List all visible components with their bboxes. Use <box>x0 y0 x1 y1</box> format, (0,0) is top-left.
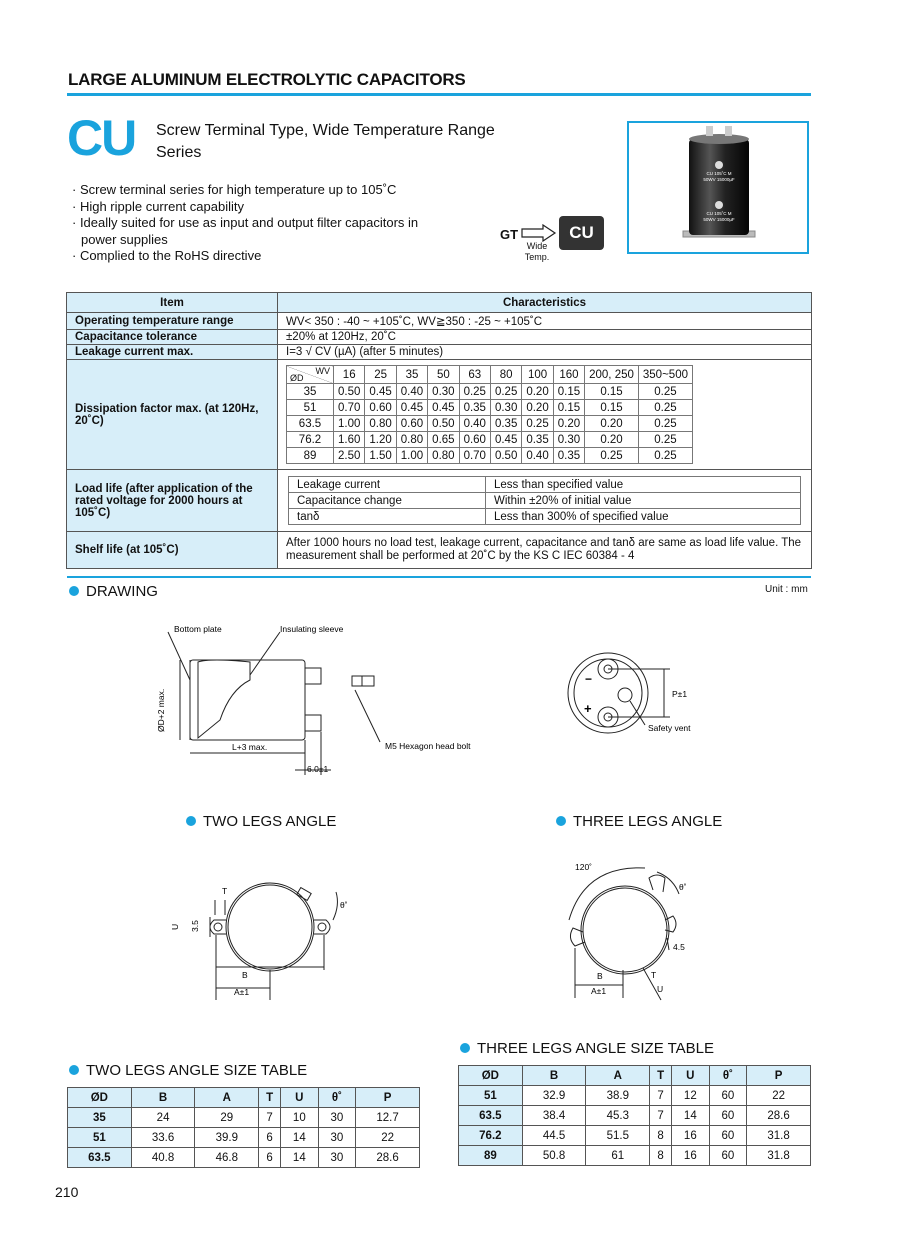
df-wv-header: 63 <box>459 366 490 384</box>
two-legs-title: TWO LEGS ANGLE <box>203 813 337 830</box>
size-table-cell: 31.8 <box>747 1146 811 1166</box>
size-table-cell: 22 <box>356 1128 420 1148</box>
df-wv-header: 50 <box>428 366 459 384</box>
size-table-cell: 14 <box>672 1106 710 1126</box>
load-life-value: Less than specified value <box>486 477 801 493</box>
three-legs-label-u: U <box>657 984 664 994</box>
size-table-header: B <box>522 1066 586 1086</box>
df-value: 0.35 <box>490 416 521 432</box>
two-legs-heading <box>186 813 336 831</box>
size-table-cell: 32.9 <box>522 1086 586 1106</box>
df-row <box>287 432 693 448</box>
drawing-title: DRAWING <box>86 583 158 600</box>
label-bottom-plate: Bottom plate <box>174 624 222 634</box>
size-table-cell: 8 <box>650 1126 672 1146</box>
df-row <box>287 416 693 432</box>
size-table-header: P <box>356 1088 420 1108</box>
df-wv-header: 350~500 <box>638 366 692 384</box>
size-table-header-row <box>68 1088 420 1108</box>
df-wv-header: 35 <box>396 366 427 384</box>
df-value: 0.80 <box>396 432 427 448</box>
spec-header-item: Item <box>67 293 278 313</box>
size-table-cell: 39.9 <box>195 1128 259 1148</box>
df-value: 0.35 <box>522 432 553 448</box>
three-table-heading <box>460 1040 714 1058</box>
size-table-cell: 14 <box>281 1148 319 1168</box>
size-table-cell: 14 <box>281 1128 319 1148</box>
load-life-key: Leakage current <box>289 477 486 493</box>
series-subtitle: Screw Terminal Type, Wide Temperature Range Series <box>156 122 495 161</box>
df-diameter: 35 <box>287 384 334 400</box>
size-table-row <box>68 1148 420 1168</box>
df-value: 0.25 <box>638 384 692 400</box>
size-table-cell: 10 <box>281 1108 319 1128</box>
size-table-cell: 50.8 <box>522 1146 586 1166</box>
df-value: 0.15 <box>553 400 584 416</box>
size-table-diameter: 51 <box>459 1086 523 1106</box>
df-value: 0.40 <box>396 384 427 400</box>
size-table-diameter: 76.2 <box>459 1126 523 1146</box>
df-corner <box>287 366 334 384</box>
size-table-header: A <box>195 1088 259 1108</box>
size-table-header: U <box>672 1066 710 1086</box>
page-number: 210 <box>55 1184 79 1200</box>
df-value: 0.60 <box>365 400 396 416</box>
df-value: 0.25 <box>638 448 692 464</box>
size-table-row <box>459 1146 811 1166</box>
three-legs-label-a: A±1 <box>591 986 607 996</box>
two-legs-label-t: T <box>222 886 228 896</box>
df-value: 0.45 <box>365 384 396 400</box>
df-value: 1.50 <box>365 448 396 464</box>
two-legs-label-theta: θ˚ <box>340 900 348 910</box>
size-table-header: ØD <box>459 1066 523 1086</box>
size-table-row <box>459 1086 811 1106</box>
drawing-heading <box>69 583 158 601</box>
size-table-cell: 7 <box>650 1086 672 1106</box>
df-value: 0.25 <box>490 384 521 400</box>
minus-symbol: − <box>585 672 593 686</box>
size-table-header: θ˚ <box>709 1066 747 1086</box>
two-legs-label-b: B <box>242 970 248 980</box>
load-life-table <box>288 476 801 525</box>
three-table-title: THREE LEGS ANGLE SIZE TABLE <box>477 1040 715 1057</box>
three-legs-drawing <box>555 860 725 1010</box>
two-legs-label-a: A±1 <box>234 987 250 997</box>
spec-value: I=3 √ CV (µA) (after 5 minutes) <box>278 345 812 360</box>
spec-item: Leakage current max. <box>67 345 278 360</box>
load-life-key: tanδ <box>289 509 486 525</box>
bullet-icon <box>69 1065 79 1075</box>
df-wv-header: 200, 250 <box>585 366 639 384</box>
feature-list <box>72 182 421 265</box>
df-value: 0.40 <box>522 448 553 464</box>
df-diameter: 76.2 <box>287 432 334 448</box>
dissipation-factor-table <box>286 365 693 464</box>
size-table-diameter: 89 <box>459 1146 523 1166</box>
df-cell <box>278 360 812 470</box>
size-table-cell: 60 <box>709 1106 747 1126</box>
df-wv-header: 160 <box>553 366 584 384</box>
df-value: 0.20 <box>522 400 553 416</box>
size-table-cell: 33.6 <box>131 1128 195 1148</box>
size-table-cell: 30 <box>318 1128 356 1148</box>
df-value: 0.20 <box>585 432 639 448</box>
size-table-cell: 38.4 <box>522 1106 586 1126</box>
size-table-cell: 30 <box>318 1108 356 1128</box>
two-table-title: TWO LEGS ANGLE SIZE TABLE <box>86 1062 308 1079</box>
plus-symbol: + <box>584 701 592 716</box>
df-value: 0.25 <box>522 416 553 432</box>
product-photo <box>627 121 809 254</box>
size-table-header: P <box>747 1066 811 1086</box>
spec-item: Operating temperature range <box>67 313 278 330</box>
size-table-cell: 22 <box>747 1086 811 1106</box>
size-table-cell: 40.8 <box>131 1148 195 1168</box>
df-corner-wv: WV <box>315 366 330 376</box>
df-value: 0.25 <box>459 384 490 400</box>
df-value: 0.20 <box>522 384 553 400</box>
capacitor-photo-icon <box>629 123 807 252</box>
size-table-header: ØD <box>68 1088 132 1108</box>
size-table-row <box>459 1106 811 1126</box>
df-row <box>287 384 693 400</box>
size-table-cell: 12.7 <box>356 1108 420 1128</box>
size-table-cell: 51.5 <box>586 1126 650 1146</box>
photo-label-3: CU 105˚C M <box>706 211 732 216</box>
df-value: 0.70 <box>334 400 365 416</box>
size-table-cell: 44.5 <box>522 1126 586 1146</box>
two-legs-drawing <box>160 870 370 1010</box>
photo-label-1: CU 105˚C M <box>706 171 732 176</box>
df-corner-d: ØD <box>290 373 304 383</box>
feature-item: · High ripple current capability <box>72 198 244 214</box>
spec-item: Capacitance tolerance <box>67 330 278 345</box>
three-legs-size-table <box>458 1065 811 1166</box>
spec-value: ±20% at 120Hz, 20˚C <box>278 330 812 345</box>
df-value: 0.35 <box>459 400 490 416</box>
load-life-key: Capacitance change <box>289 493 486 509</box>
df-row <box>287 448 693 464</box>
df-value: 2.50 <box>334 448 365 464</box>
top-view-drawing <box>560 645 710 745</box>
lineage-from: GT <box>500 227 519 242</box>
df-value: 0.25 <box>638 400 692 416</box>
spec-item-load-life: Load life (after application of the rated voltage for 2000 hours at 105˚C) <box>67 470 278 532</box>
df-value: 0.25 <box>638 432 692 448</box>
df-value: 0.80 <box>365 416 396 432</box>
section-divider <box>67 576 811 578</box>
size-table-cell: 8 <box>650 1146 672 1166</box>
three-legs-label-theta: θ˚ <box>679 882 687 892</box>
df-value: 0.70 <box>459 448 490 464</box>
size-table-cell: 28.6 <box>747 1106 811 1126</box>
df-value: 0.40 <box>459 416 490 432</box>
size-table-cell: 60 <box>709 1126 747 1146</box>
df-diameter: 63.5 <box>287 416 334 432</box>
size-table-cell: 28.6 <box>356 1148 420 1168</box>
load-life-value: Within ±20% of initial value <box>486 493 801 509</box>
label-safety-vent: Safety vent <box>648 723 691 733</box>
bullet-icon <box>186 816 196 826</box>
df-value: 0.30 <box>428 384 459 400</box>
size-table-cell: 16 <box>672 1146 710 1166</box>
df-value: 0.15 <box>553 384 584 400</box>
two-legs-label-u: U <box>170 923 180 930</box>
size-table-cell: 24 <box>131 1108 195 1128</box>
side-view-drawing <box>150 620 490 780</box>
label-bolt-dim: 6.0±1 <box>307 764 329 774</box>
size-table-cell: 60 <box>709 1086 747 1106</box>
size-table-diameter: 35 <box>68 1108 132 1128</box>
df-value: 0.15 <box>585 400 639 416</box>
df-value: 0.30 <box>490 400 521 416</box>
two-table-heading <box>69 1062 307 1080</box>
photo-label-4: 50WV 15000µF <box>703 217 735 222</box>
df-value: 0.60 <box>396 416 427 432</box>
df-diameter: 51 <box>287 400 334 416</box>
unit-label: Unit : mm <box>765 584 808 595</box>
df-value: 0.35 <box>553 448 584 464</box>
df-value: 0.25 <box>585 448 639 464</box>
df-value: 0.60 <box>459 432 490 448</box>
df-value: 0.50 <box>428 416 459 432</box>
size-table-cell: 61 <box>586 1146 650 1166</box>
page-title: LARGE ALUMINUM ELECTROLYTIC CAPACITORS <box>68 70 466 89</box>
feature-item: · Complied to the RoHS directive <box>72 248 262 263</box>
size-table-cell: 7 <box>650 1106 672 1126</box>
df-wv-header: 80 <box>490 366 521 384</box>
bullet-icon <box>556 816 566 826</box>
df-value: 0.50 <box>334 384 365 400</box>
df-value: 0.80 <box>428 448 459 464</box>
df-value: 1.00 <box>396 448 427 464</box>
size-table-header: A <box>586 1066 650 1086</box>
size-table-header: T <box>650 1066 672 1086</box>
df-value: 0.20 <box>585 416 639 432</box>
size-table-cell: 38.9 <box>586 1086 650 1106</box>
size-table-cell: 60 <box>709 1146 747 1166</box>
label-diameter: ØD+2 max. <box>156 688 166 732</box>
df-diameter: 89 <box>287 448 334 464</box>
size-table-diameter: 63.5 <box>68 1148 132 1168</box>
bullet-icon <box>460 1043 470 1053</box>
size-table-header-row <box>459 1066 811 1086</box>
size-table-diameter: 63.5 <box>459 1106 523 1126</box>
size-table-header: T <box>259 1088 281 1108</box>
two-legs-size-table <box>67 1087 420 1168</box>
df-value: 0.20 <box>553 416 584 432</box>
spec-value: WV< 350 : -40 ~ +105˚C, WV≧350 : -25 ~ +105˚C <box>278 313 812 330</box>
three-legs-heading <box>556 813 722 831</box>
size-table-cell: 6 <box>259 1128 281 1148</box>
title-underline <box>67 93 811 96</box>
photo-label-2: 50WV 15000µF <box>703 177 735 182</box>
feature-item: · Screw terminal series for high temperature up to 105˚C <box>72 182 397 197</box>
spec-header-characteristics: Characteristics <box>278 293 812 313</box>
feature-item: · Ideally suited for use as input and output filter capacitors in power supplies <box>72 215 419 247</box>
size-table-row <box>459 1126 811 1146</box>
three-legs-label-45: 4.5 <box>673 942 685 952</box>
bullet-icon <box>69 586 79 596</box>
size-table-header: U <box>281 1088 319 1108</box>
size-table-row <box>68 1108 420 1128</box>
df-wv-header: 100 <box>522 366 553 384</box>
size-table-header: B <box>131 1088 195 1108</box>
label-pitch: P±1 <box>672 689 688 699</box>
lineage-note: Wide Temp. <box>524 241 550 262</box>
df-value: 0.15 <box>585 384 639 400</box>
size-table-cell: 6 <box>259 1148 281 1168</box>
df-row <box>287 400 693 416</box>
arrow-right-icon <box>521 224 557 242</box>
label-insulating-sleeve: Insulating sleeve <box>280 624 344 634</box>
df-value: 0.45 <box>396 400 427 416</box>
df-value: 0.50 <box>490 448 521 464</box>
size-table-cell: 30 <box>318 1148 356 1168</box>
three-legs-label-angle: 120˚ <box>575 862 593 872</box>
size-table-diameter: 51 <box>68 1128 132 1148</box>
load-life-cell <box>278 470 812 532</box>
size-table-cell: 16 <box>672 1126 710 1146</box>
df-wv-header: 25 <box>365 366 396 384</box>
df-value: 1.60 <box>334 432 365 448</box>
df-value: 0.45 <box>490 432 521 448</box>
df-wv-header: 16 <box>334 366 365 384</box>
df-value: 0.65 <box>428 432 459 448</box>
df-value: 0.25 <box>638 416 692 432</box>
spec-item-shelf-life: Shelf life (at 105˚C) <box>67 532 278 569</box>
label-length: L+3 max. <box>232 742 268 752</box>
df-value: 1.00 <box>334 416 365 432</box>
size-table-row <box>68 1128 420 1148</box>
df-value: 0.30 <box>553 432 584 448</box>
size-table-cell: 46.8 <box>195 1148 259 1168</box>
spec-table <box>66 292 812 569</box>
series-code: CU <box>67 110 136 166</box>
three-legs-label-t: T <box>651 970 657 980</box>
three-legs-label-b: B <box>597 971 603 981</box>
size-table-header: θ˚ <box>318 1088 356 1108</box>
label-bolt: M5 Hexagon head bolt <box>385 741 471 751</box>
size-table-cell: 31.8 <box>747 1126 811 1146</box>
df-value: 1.20 <box>365 432 396 448</box>
two-legs-label-35: 3.5 <box>190 920 200 932</box>
size-table-cell: 45.3 <box>586 1106 650 1126</box>
shelf-life-value: After 1000 hours no load test, leakage current, capacitance and tanδ are same as load life value. The measurement shall be performed at 20˚C by the KS C IEC 60384 - 4 <box>278 532 812 569</box>
size-table-cell: 7 <box>259 1108 281 1128</box>
three-legs-title: THREE LEGS ANGLE <box>573 813 723 830</box>
load-life-value: Less than 300% of specified value <box>486 509 801 525</box>
size-table-cell: 12 <box>672 1086 710 1106</box>
df-value: 0.45 <box>428 400 459 416</box>
lineage-to: CU <box>559 216 604 250</box>
size-table-cell: 29 <box>195 1108 259 1128</box>
spec-item-df: Dissipation factor max. (at 120Hz, 20˚C) <box>67 360 278 470</box>
